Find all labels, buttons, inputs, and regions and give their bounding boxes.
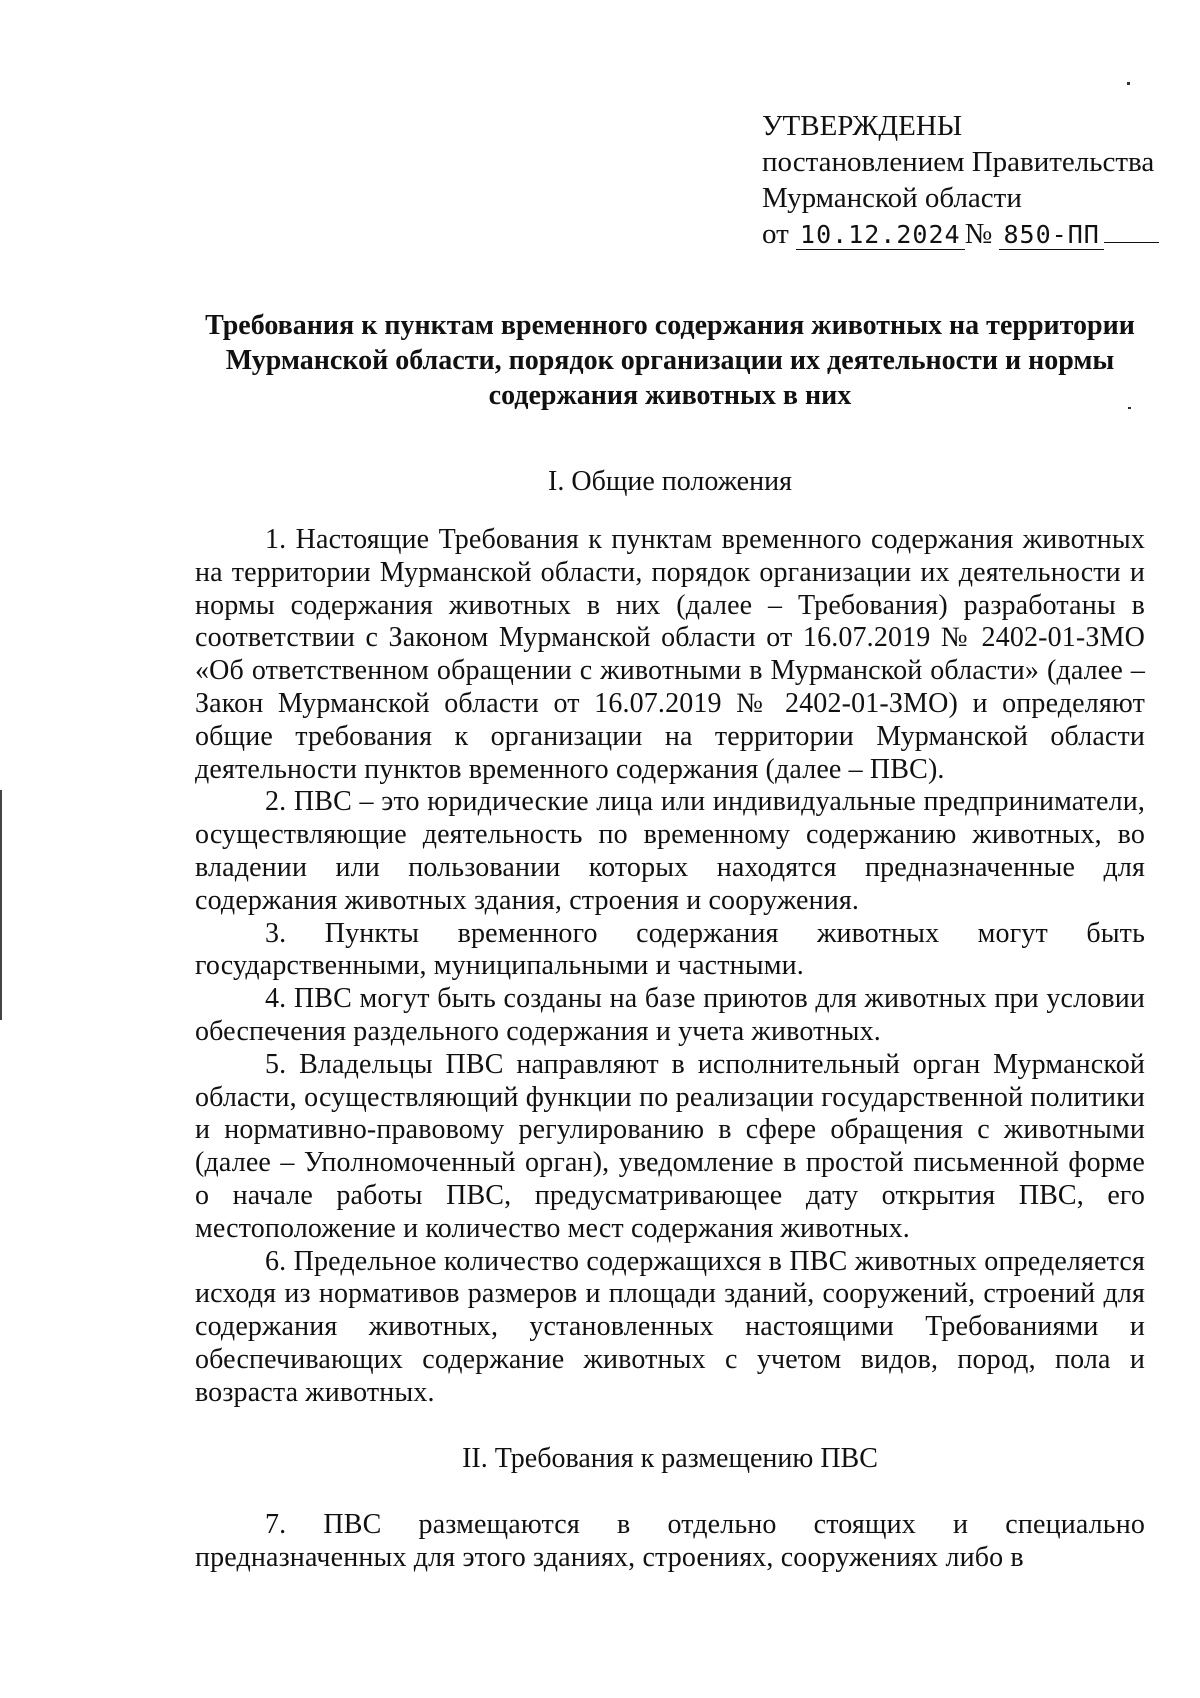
section-2-heading: II. Требования к размещению ПВС [462, 1443, 878, 1474]
paragraph-6: 6. Предельное количество содержащихся в ПВС животных определяется исходя из нормативов размеров и площади зданий, сооружений, строений для содержания животных, установленных настоящими Требованиями и обеспечивающих содержание животных с учетом видов, пород, пола и возраста животных. [195, 1245, 1145, 1408]
scan-margin-line [0, 790, 2, 1020]
paragraph-5: 5. Владельцы ПВС направляют в исполнительный орган Мурманской области, осуществляющий функции по реализации государственной политики и нормативно-правовому регулированию в сфере обращения с животными (далее – Уполномоченный орган), уведомление в простой письменной форме о начале работы ПВС, предусматривающее дату открытия ПВС, его местоположение и количество мест содержания животных. [195, 1048, 1145, 1244]
paragraph-3: 3. Пункты временного содержания животных могут быть государственными, муниципальными и частными. [195, 917, 1145, 982]
approval-line-2: Мурманской области [762, 182, 1022, 214]
approval-number-line [762, 216, 1142, 253]
approval-heading: УТВЕРЖДЕНЫ [762, 110, 963, 142]
approval-date: 10.12.2024 [796, 220, 965, 250]
title-line-2: Мурманской области, порядок организации их деятельности и нормы [225, 345, 1115, 376]
section-2-body [195, 1508, 1145, 1574]
paragraph-1: 1. Настоящие Требования к пунктам временного содержания животных на территории Мурманской области, порядок организации их деятельности и нормы содержания животных в них (далее – Требования) разработаны в соответствии с Законом Мурманской области от 16.07.2019 № 2402-01-ЗМО «Об ответственном обращении с животными в Мурманской области» (далее – Закон Мурманской области от 16.07.2019 № 2402-01-ЗМО) и определяют общие требования к организации на территории Мурманской области деятельности пунктов временного содержания (далее – ПВС). [195, 524, 1145, 785]
title-line-1: Требования к пунктам временного содержания животных на территории [205, 310, 1135, 341]
title-line-3: содержания животных в них [488, 380, 852, 411]
approval-number-sign: № [964, 218, 993, 250]
document-title [195, 308, 1145, 413]
section-1-heading: I. Общие положения [548, 466, 792, 497]
approval-line-1: постановлением Правительства [762, 146, 1155, 178]
paragraph-2: 2. ПВС – это юридические лица или индивидуальные предприниматели, осуществляющие деятельность по временному содержанию животных, во владении или пользовании которых находятся предназначенные для содержания животных здания, строения и сооружения. [195, 786, 1145, 916]
approval-block [762, 108, 1155, 253]
section-1-body [195, 524, 1145, 1410]
scan-speck [1127, 82, 1130, 85]
approval-underline-tail [1104, 216, 1159, 243]
approval-number: 850-ПП [999, 220, 1103, 250]
approval-from-label: от [762, 218, 789, 250]
paragraph-7: 7. ПВС размещаются в отдельно стоящих и специально предназначенных для этого зданиях, строениях, сооружениях либо в [195, 1509, 1145, 1573]
paragraph-4: 4. ПВС могут быть созданы на базе приютов для животных при условии обеспечения раздельного содержания и учета животных. [195, 983, 1145, 1047]
